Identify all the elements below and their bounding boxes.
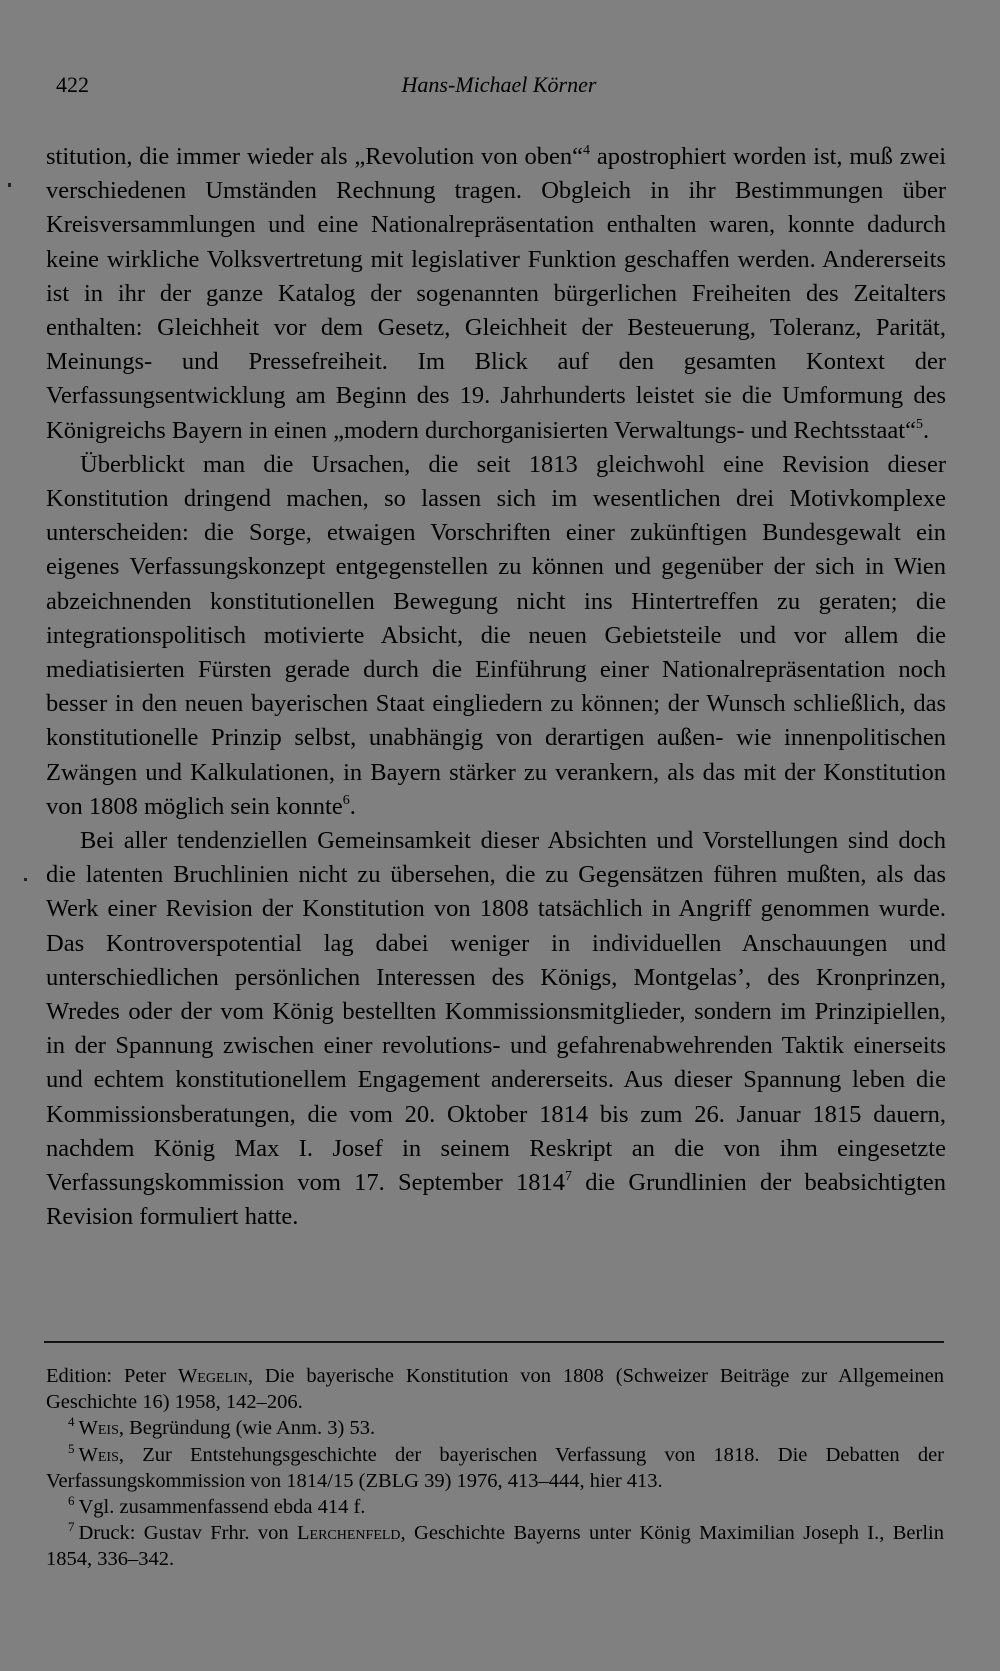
footnote-4: $^4$ Weis, Begründung (wie Anm. 3) 53.	[68, 1414, 376, 1440]
author-name: Wegelin	[177, 1365, 248, 1387]
footnote-7: $^7$ Druck: Gustav Frhr. von Lerchenfeld, Geschichte Bayerns unter König Maximilian Joseph I., Berlin 1854, 336–342.	[46, 1519, 944, 1571]
author-name: Weis	[78, 1417, 119, 1440]
author-name: Lerchenfeld	[297, 1522, 401, 1545]
page-number: 422	[56, 72, 89, 97]
paragraph-1: stitution, die immer wieder als „Revolution von oben“$^4$ apostrophiert worden ist, muß zwei verschiedenen Umständen Rechnung tragen. Obgleich in ihr Bestimmungen über Kreisversammlungen und eine Nationalrepräsentation enthalten waren, konnte dadurch keine wirkliche Volksvertretung mit legislativer Funktion geschaffen werden. Andererseits ist in ihr der ganze Katalog der sogenannten bürgerlichen Freiheiten des Zeitalters enthalten: Gleichheit vor dem Gesetz, Gleichheit der Besteuerung, Toleranz, Parität, Meinungs- und Pressefreiheit. Im Blick auf den gesamten Kontext der Verfassungsentwicklung am Beginn des 19. Jahrhunderts leistet sie die Umformung des Königreichs Bayern in einen „modern durchorganisierten Verwaltungs- und Rechtsstaat“$^5$.	[46, 143, 947, 444]
footnote-continuation: Edition: Peter Wegelin, Die bayerische Konstitution von 1808 (Schweizer Beiträge zur Allgemeinen Geschichte 16) 1958, 142–206.	[46, 1365, 944, 1414]
footnote-6: $^6$ Vgl. zusammenfassend ebda 414 f.	[68, 1493, 366, 1519]
scan-speck	[8, 183, 11, 187]
running-title: Hans-Michael Körner	[401, 72, 597, 97]
footnote-5: $^5$ Weis, Zur Entstehungsgeschichte der bayerischen Verfassung von 1818. Die Debatten der Verfassungskommission von 1814/15 (ZBLG 39) 1976, 413–444, hier 413.	[46, 1440, 944, 1492]
footnote-ref-5: 5	[915, 416, 923, 432]
footnote-ref-6: 6	[342, 792, 350, 808]
author-name: Weis	[78, 1443, 119, 1466]
paragraph-3: Bei aller tendenziellen Gemeinsamkeit dieser Absichten und Vorstellungen sind doch die latenten Bruchlinien nicht zu übersehen, die zu Gegensätzen führen mußten, als das Werk einer Revision der Konstitution von 1808 tatsächlich in Angriff genommen wurde. Das Kontroverspotential lag dabei weniger in individuellen Anschauungen und unterschiedlichen persönlichen Interessen des Königs, Montgelas’, des Kronprinzen, Wredes oder der vom König bestellten Kommissionsmitglieder, sondern im Prinzipiellen, in der Spannung zwischen einer revolutions- und gefahrenabwehrenden Taktik einerseits und echtem konstitutionellem Engagement andererseits. Aus dieser Spannung leben die Kommissionsberatungen, die vom 20. Oktober 1814 bis zum 26. Januar 1815 dauern, nachdem König Max I. Josef in seinem Reskript an die von ihm eingesetzte Verfassungskommission vom 17. September 1814$^7$ die Grundlinien der beabsichtigten Revision formuliert hatte.	[46, 827, 946, 1231]
footnotes	[46, 1363, 944, 1573]
footnote-separator	[44, 1341, 944, 1343]
page-header	[56, 72, 942, 102]
scan-speck	[24, 878, 27, 881]
footnote-ref-7: 7	[565, 1169, 573, 1185]
footnote-ref-4: 4	[583, 143, 591, 158]
paragraph-2: Überblickt man die Ursachen, die seit 1813 gleichwohl eine Revision dieser Konstitution dringend machen, so lassen sich im wesentlichen drei Motivkomplexe unterscheiden: die Sorge, etwaigen Vorschriften einer zukünftigen Bundesgewalt ein eigenes Verfassungskonzept entgegenstellen zu können und gegenüber der sich in Wien abzeichnenden konstitutionellen Bewegung nicht ins Hintertreffen zu geraten; die integrationspolitisch motivierte Absicht, die neuen Gebietsteile und vor allem die mediatisierten Fürsten gerade durch die Einführung einer Nationalrepräsentation noch besser in den neuen bayerischen Staat eingliedern zu können; der Wunsch schließlich, das konstitutionelle Prinzip selbst, unabhängig von derartigen außen- wie innenpolitischen Zwängen und Kalkulationen, in Bayern stärker zu verankern, als das mit der Konstitution von 1808 möglich sein konnte$^6$.	[46, 450, 946, 820]
body-text	[46, 140, 946, 1235]
